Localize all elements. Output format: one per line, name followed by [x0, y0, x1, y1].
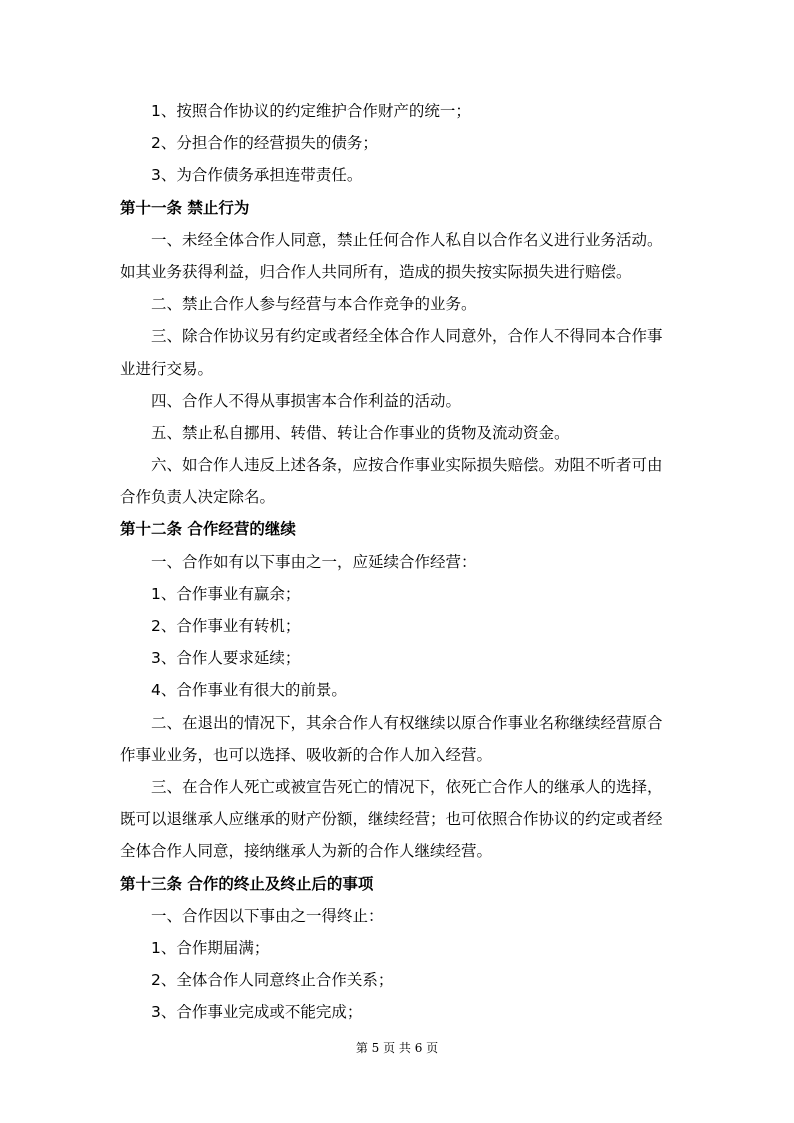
- paragraph-line: 作事业业务，也可以选择、吸收新的合作人加入经营。: [120, 745, 493, 764]
- paragraph-line: 全体合作人同意，接纳继承人为新的合作人继续经营。: [120, 842, 493, 861]
- paragraph-line: 四、合作人不得从事损害本合作利益的活动。: [151, 391, 462, 410]
- paragraph-line: 五、禁止私自挪用、转借、转让合作事业的货物及流动资金。: [151, 423, 570, 442]
- list-item: 2、合作事业有转机；: [151, 617, 301, 635]
- section-heading: 第十一条 禁止行为: [120, 198, 250, 217]
- paragraph-line: 业进行交易。: [120, 359, 214, 378]
- paragraph-line: 二、禁止合作人参与经营与本合作竞争的业务。: [151, 295, 477, 314]
- paragraph-line: 三、在合作人死亡或被宣告死亡的情况下，依死亡合作人的继承人的选择，: [151, 777, 663, 796]
- list-item: 3、为合作债务承担连带责任。: [151, 166, 363, 185]
- list-item: 1、合作事业有赢余；: [151, 584, 301, 603]
- paragraph-line: 既可以退继承人应继承的财产份额，继续经营；也可依照合作协议的约定或者经: [120, 810, 663, 829]
- paragraph-line: 一、未经全体合作人同意，禁止任何合作人私自以合作名义进行业务活动。: [151, 230, 663, 249]
- list-item: 1、合作期届满；: [151, 938, 270, 957]
- section-heading: 第十二条 合作经营的继续: [120, 520, 296, 539]
- paragraph-line: 如其业务获得利益，归合作人共同所有，造成的损失按实际损失进行赔偿。: [120, 262, 632, 281]
- paragraph-line: 六、如合作人违反上述各条，应按合作事业实际损失赔偿。劝阻不听者可由: [151, 456, 663, 475]
- list-item: 2、全体合作人同意终止合作关系；: [151, 971, 394, 990]
- paragraph-line: 一、合作如有以下事由之一，应延续合作经营：: [151, 552, 477, 571]
- list-item: 1、按照合作协议的约定维护合作财产的统一；: [151, 102, 471, 120]
- section-heading: 第十三条 合作的终止及终止后的事项: [120, 874, 374, 893]
- list-item: 3、合作事业完成或不能完成；: [151, 1003, 363, 1022]
- list-item: 4、合作事业有很大的前景。: [151, 681, 347, 700]
- paragraph-line: 二、在退出的情况下，其余合作人有权继续以原合作事业名称继续经营原合: [151, 713, 663, 732]
- paragraph-line: 一、合作因以下事由之一得终止：: [151, 906, 384, 925]
- paragraph-line: 合作负责人决定除名。: [120, 488, 276, 507]
- document-body: [120, 95, 680, 1028]
- list-item: 3、合作人要求延续；: [151, 649, 301, 668]
- page-number: 第 5 页 共 6 页: [355, 1041, 439, 1055]
- paragraph-line: 三、除合作协议另有约定或者经全体合作人同意外，合作人不得同本合作事: [151, 327, 663, 346]
- list-item: 2、分担合作的经营损失的债务；: [151, 134, 378, 153]
